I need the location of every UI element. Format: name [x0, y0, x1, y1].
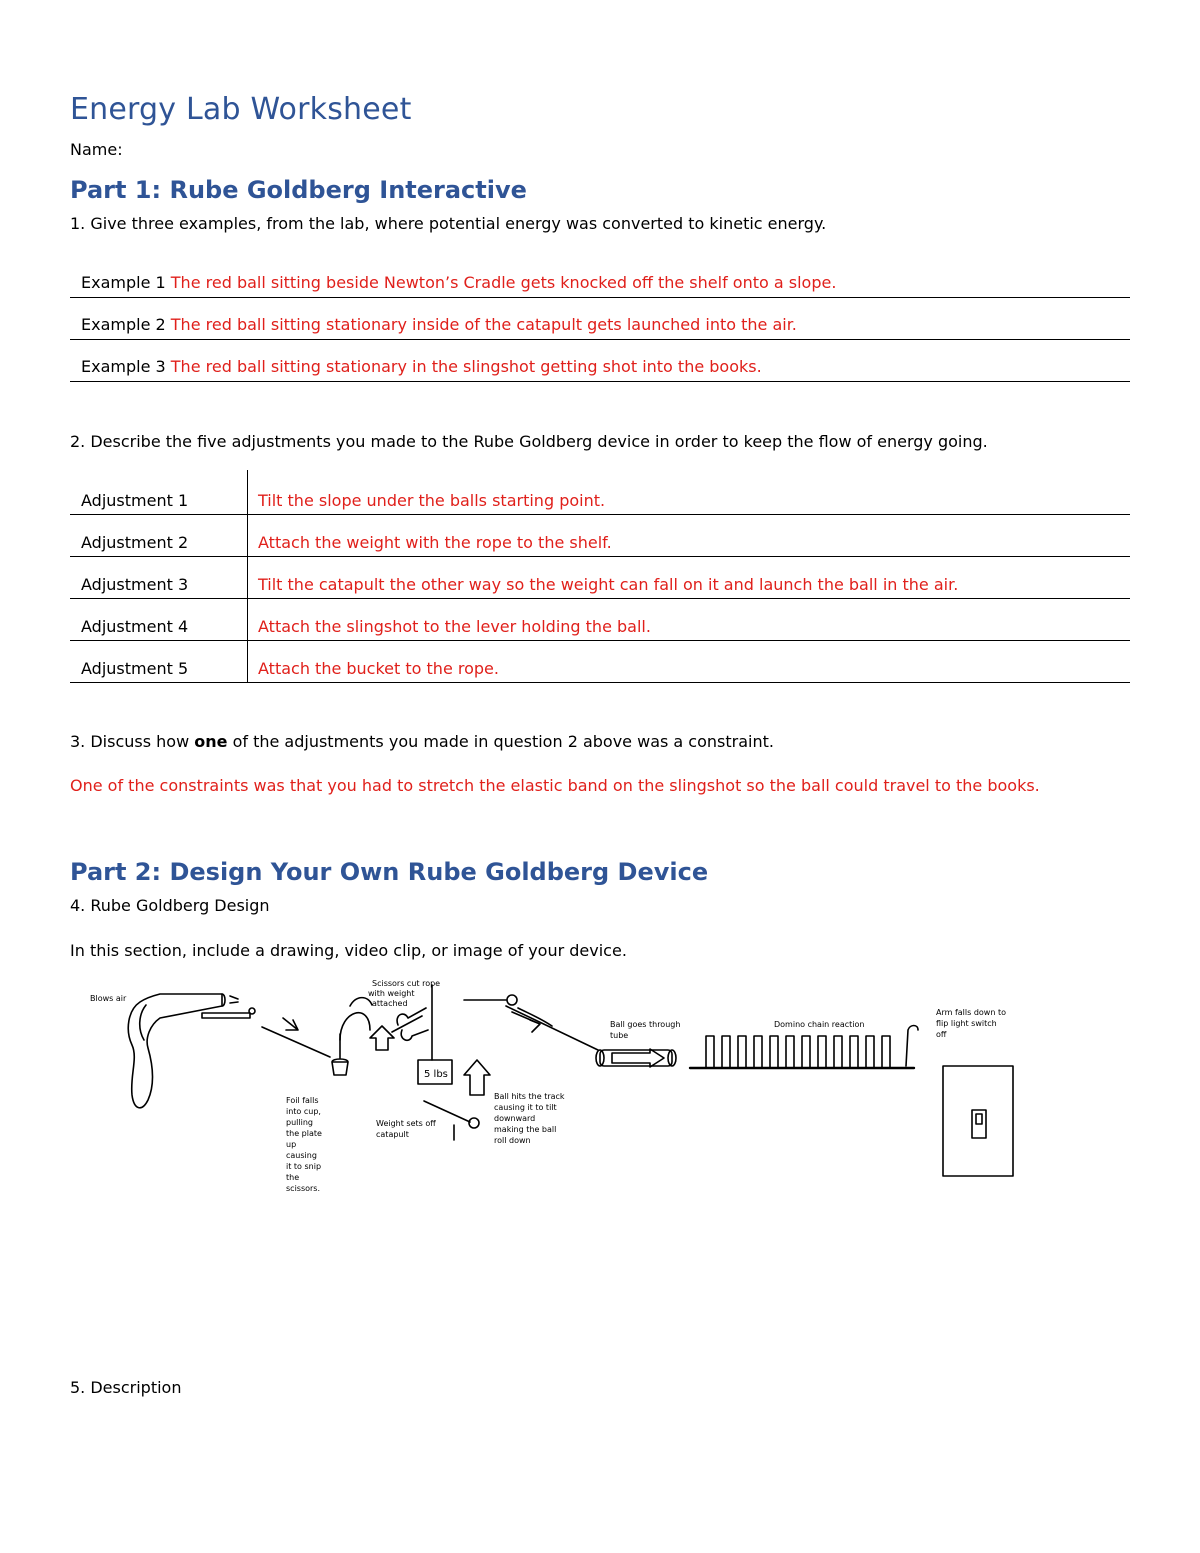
adjustment-label: Adjustment 2	[81, 533, 189, 552]
drawing-label: tube	[610, 1031, 629, 1040]
adjustment-label: Adjustment 4	[81, 617, 189, 636]
arrow-icon	[283, 1018, 298, 1030]
drawing-label: making the ball	[494, 1125, 557, 1134]
adjustment-answer: Tilt the catapult the other way so the weight can fall on it and launch the ball in the air.	[258, 575, 959, 594]
drawing-label: roll down	[494, 1136, 531, 1145]
ball-sketch	[249, 1008, 255, 1014]
adjustment-answer: Attach the bucket to the rope.	[258, 659, 499, 678]
cup-sketch	[332, 1059, 348, 1075]
drawing-label: Weight sets off	[376, 1119, 436, 1128]
drawing-label: causing it to tilt	[494, 1103, 557, 1112]
drawing-label: causing	[286, 1151, 317, 1160]
tube-sketch	[596, 1049, 676, 1067]
drawing-label: attached	[372, 999, 408, 1008]
adjustment-answer: Tilt the slope under the balls starting point.	[258, 491, 606, 510]
up-arrow-icon	[370, 1026, 394, 1050]
drawing-label: it to snip	[286, 1162, 322, 1171]
drawing-label: up	[286, 1140, 297, 1149]
question-2: 2. Describe the five adjustments you made to the Rube Goldberg device in order to keep the flow of energy going.	[70, 432, 988, 451]
question-1: 1. Give three examples, from the lab, where potential energy was converted to kinetic energy.	[70, 214, 827, 233]
question-5: 5. Description	[70, 1378, 182, 1397]
adjustment-label: Adjustment 5	[81, 659, 189, 678]
drawing-label: Ball goes through	[610, 1020, 681, 1029]
question-4: 4. Rube Goldberg Design	[70, 896, 270, 915]
part1-heading: Part 1: Rube Goldberg Interactive	[70, 176, 527, 204]
drawing-label: with weight	[368, 989, 415, 998]
drawing-label: pulling	[286, 1118, 313, 1127]
adjustment-label: Adjustment 1	[81, 491, 189, 510]
design-instruction: In this section, include a drawing, video clip, or image of your device.	[70, 941, 627, 960]
drawing-label: Ball hits the track	[494, 1092, 565, 1101]
drawing-label: the plate	[286, 1129, 322, 1138]
drawing-label: flip light switch	[936, 1019, 997, 1028]
drawing-label: scissors.	[286, 1184, 321, 1193]
example-answer: The red ball sitting beside Newton’s Cradle gets knocked off the shelf onto a slope.	[170, 273, 837, 292]
name-label: Name:	[70, 140, 123, 159]
drawing-label: Blows air	[90, 994, 127, 1003]
question-3-answer: One of the constraints was that you had to stretch the elastic band on the slingshot so the ball could travel to the books.	[70, 776, 1040, 795]
adjustment-answer: Attach the weight with the rope to the shelf.	[258, 533, 612, 552]
adjustment-label: Adjustment 3	[81, 575, 189, 594]
slope-sketch	[262, 1027, 330, 1057]
question-3: 3. Discuss how one of the adjustments you made in question 2 above was a constraint.	[70, 732, 774, 751]
drawing-label: Domino chain reaction	[774, 1020, 865, 1029]
drawing-label: Foil falls	[286, 1096, 319, 1105]
drawing-label: downward	[494, 1114, 536, 1123]
drawing-label: the	[286, 1173, 300, 1182]
example-answer: The red ball sitting stationary in the slingshot getting shot into the books.	[170, 357, 762, 376]
example-label: Example 1	[81, 273, 166, 292]
light-switch-icon	[943, 1066, 1013, 1176]
drawing-label: off	[936, 1030, 947, 1039]
weight-label: 5 lbs	[424, 1069, 448, 1080]
shelf-sketch	[202, 1013, 250, 1018]
drawing-label: catapult	[376, 1130, 409, 1139]
hair-dryer-sketch	[128, 994, 238, 1108]
drawing-label: into cup,	[286, 1107, 321, 1116]
pulley-sketch	[340, 1013, 370, 1040]
up-arrow-icon	[464, 1060, 490, 1095]
example-answer: The red ball sitting stationary inside of the catapult gets launched into the air.	[170, 315, 797, 334]
domino-sketch	[690, 1026, 918, 1069]
example-label: Example 2	[81, 315, 166, 334]
example-label: Example 3	[81, 357, 166, 376]
adjustment-answer: Attach the slingshot to the lever holding the ball.	[258, 617, 651, 636]
page-title: Energy Lab Worksheet	[70, 92, 412, 127]
scissors-icon	[392, 1008, 428, 1040]
drawing-label: Scissors cut rope	[372, 979, 441, 988]
part2-heading: Part 2: Design Your Own Rube Goldberg Device	[70, 858, 709, 886]
drawing-label: Arm falls down to	[936, 1008, 1006, 1017]
